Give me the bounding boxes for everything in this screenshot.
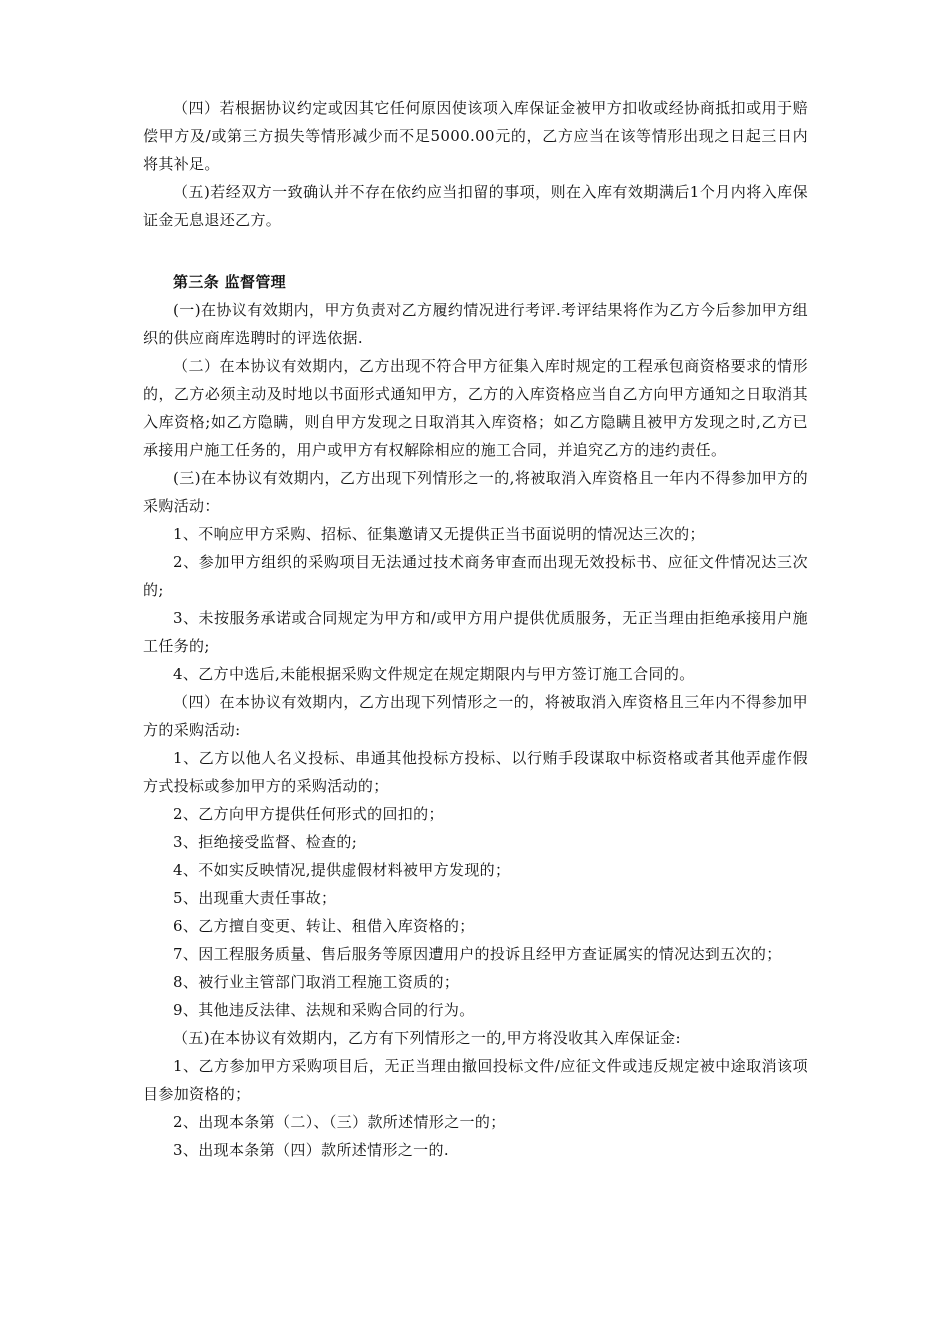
paragraph-deposit-forfeit: （五)在本协议有效期内，乙方有下列情形之一的,甲方将没收其入库保证金: xyxy=(173,1029,681,1047)
document-body xyxy=(143,94,808,1164)
paragraph-three-year-ban: （四）在本协议有效期内，乙方出现下列情形之一的，将被取消入库资格且三年内不得参加甲方的采购活动: xyxy=(143,693,808,739)
list-item: 5、出现重大责任事故； xyxy=(173,889,337,907)
paragraph-evaluation: (一)在协议有效期内，甲方负责对乙方履约情况进行考评.考评结果将作为乙方今后参加甲方组织的供应商库选聘时的评选依据. xyxy=(143,301,808,347)
list-item: 3、出现本条第（四）款所述情形之一的. xyxy=(173,1141,449,1159)
list-item: 1、乙方以他人名义投标、串通其他投标方投标、以行贿手段谋取中标资格或者其他弄虚作假方式投标或参加甲方的采购活动的； xyxy=(143,749,808,795)
list-item: 8、被行业主管部门取消工程施工资质的； xyxy=(173,973,460,991)
list-item: 1、乙方参加甲方采购项目后，无正当理由撤回投标文件/应征文件或违反规定被中途取消该项目参加资格的； xyxy=(143,1057,808,1103)
section-spacer xyxy=(143,234,808,268)
paragraph-deposit-replenish: （四）若根据协议约定或因其它任何原因使该项入库保证金被甲方扣收或经协商抵扣或用于赔偿甲方及/或第三方损失等情形减少而不足5000.00元的，乙方应当在该等情形出现之日起三日内将其补足。 xyxy=(143,99,808,173)
paragraph-qualification-notice: （二）在本协议有效期内，乙方出现不符合甲方征集入库时规定的工程承包商资格要求的情形的，乙方必须主动及时地以书面形式通知甲方，乙方的入库资格应当自乙方向甲方通知之日取消其入库资格;如乙方隐瞒，则自甲方发现之日取消其入库资格；如乙方隐瞒且被甲方发现之时,乙方已承接用户施工任务的，用户或甲方有权解除相应的施工合同，并追究乙方的违约责任。 xyxy=(143,357,808,459)
list-item: 4、不如实反映情况,提供虚假材料被甲方发现的； xyxy=(173,861,511,879)
section-title: 第三条 监督管理 xyxy=(173,273,287,291)
list-item: 7、因工程服务质量、售后服务等原因遭用户的投诉且经甲方查证属实的情况达到五次的； xyxy=(173,945,782,963)
list-item: 4、乙方中选后,未能根据采购文件规定在规定期限内与甲方签订施工合同的。 xyxy=(173,665,695,683)
paragraph-deposit-refund: （五)若经双方一致确认并不存在依约应当扣留的事项，则在入库有效期满后1个月内将入库保证金无息退还乙方。 xyxy=(143,183,808,229)
list-item: 2、乙方向甲方提供任何形式的回扣的； xyxy=(173,805,444,823)
list-item: 2、出现本条第（二）、（三）款所述情形之一的； xyxy=(173,1113,506,1131)
paragraph-one-year-ban: (三)在本协议有效期内，乙方出现下列情形之一的,将被取消入库资格且一年内不得参加甲方的采购活动： xyxy=(143,469,808,515)
list-item: 9、其他违反法律、法规和采购合同的行为。 xyxy=(173,1001,475,1019)
list-item: 3、拒绝接受监督、检查的; xyxy=(173,833,358,851)
list-item: 3、未按服务承诺或合同规定为甲方和/或甲方用户提供优质服务，无正当理由拒绝承接用户施工任务的; xyxy=(143,609,808,655)
list-item: 1、不响应甲方采购、招标、征集邀请又无提供正当书面说明的情况达三次的； xyxy=(173,525,705,543)
list-item: 2、参加甲方组织的采购项目无法通过技术商务审查而出现无效投标书、应征文件情况达三次的; xyxy=(143,553,808,599)
list-item: 6、乙方擅自变更、转让、租借入库资格的； xyxy=(173,917,475,935)
